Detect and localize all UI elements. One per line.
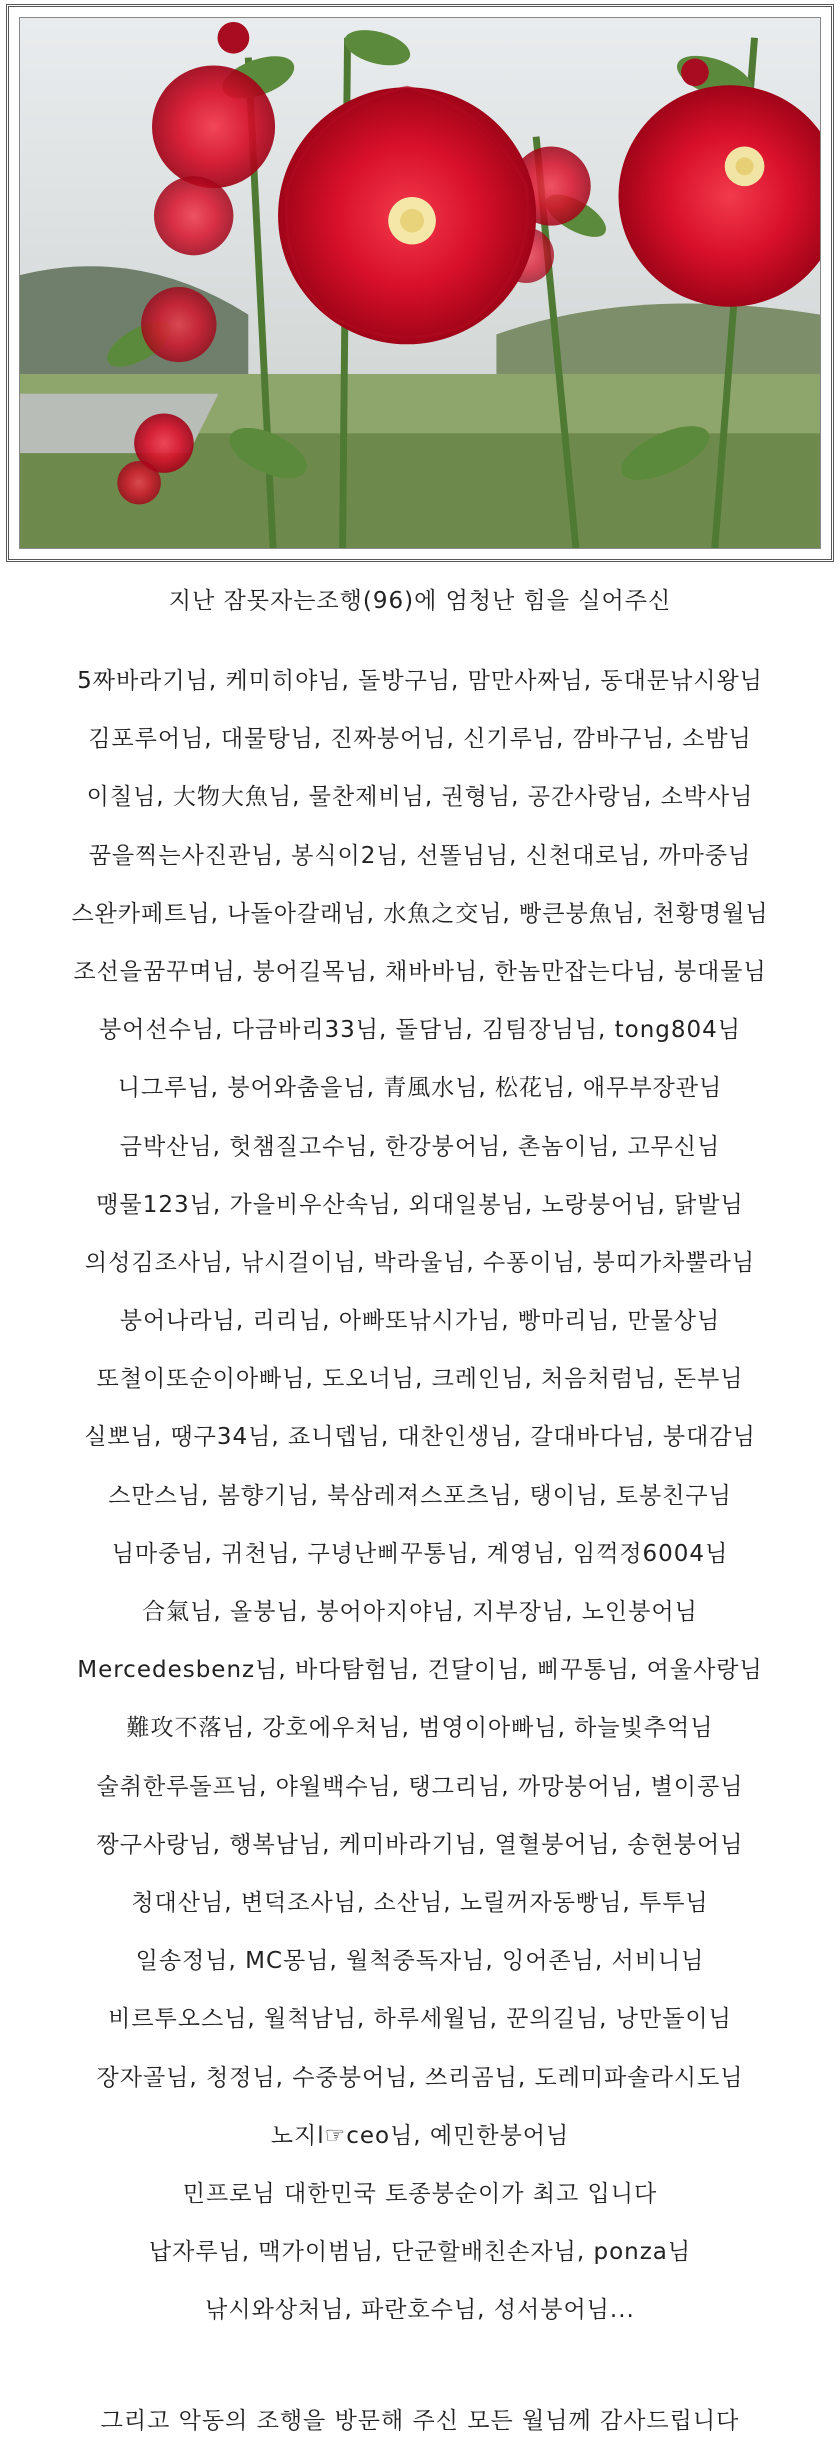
names-line: 꿈을찍는사진관님, 봉식이2님, 선똘님님, 신천대로님, 까마중님 [88, 842, 752, 869]
names-line: 스만스님, 봄향기님, 북삼레져스포츠님, 탱이님, 토봉친구님 [108, 1482, 732, 1509]
names-line: 難攻不落님, 강호에우처님, 범영이아빠님, 하늘빛추억님 [126, 1715, 714, 1742]
names-line: 비르투오스님, 월척남님, 하루세월님, 꾼의길님, 낭만돌이님 [108, 2006, 732, 2033]
closing-text: 그리고 악동의 조행을 방문해 주신 모든 월님께 감사드립니다 [100, 2408, 740, 2434]
names-line: Mercedesbenz님, 바다탐험님, 건달이님, 삐꾸통님, 여울사랑님 [77, 1657, 763, 1684]
names-line: 의성김조사님, 낚시걸이님, 박라울님, 수퐁이님, 붕띠가차뿔라님 [84, 1249, 756, 1276]
names-line: 실뽀님, 땡구34님, 죠니뎁님, 대찬인생님, 갈대바다님, 붕대감님 [84, 1424, 756, 1451]
names-line: 님마중님, 귀천님, 구녕난삐꾸통님, 계영님, 임꺽정6004님 [111, 1540, 729, 1567]
names-line: 이칠님, 大物大魚님, 물찬제비님, 권형님, 공간사랑님, 소박사님 [86, 784, 754, 811]
names-line: 청대산님, 변덕조사님, 소산님, 노릴꺼자동빵님, 투투님 [131, 1889, 709, 1916]
names-line: 김포루어님, 대물탕님, 진짜붕어님, 신기루님, 깜바구님, 소밤님 [88, 726, 752, 753]
names-line: 금박산님, 헛챔질고수님, 한강붕어님, 촌놈이님, 고무신님 [119, 1133, 721, 1160]
names-list [0, 652, 840, 2339]
intro-text: 지난 잠못자는조행(96)에 엄청난 힘을 실어주신 [168, 588, 672, 614]
names-line: 짱구사랑님, 행복남님, 케미바라기님, 열혈붕어님, 송현붕어님 [96, 1831, 744, 1858]
names-line: 술취한루돌프님, 야월백수님, 탱그리님, 까망붕어님, 별이콩님 [96, 1773, 744, 1800]
names-line: 또철이또순이아빠님, 도오너님, 크레인님, 처음처럼님, 돈부님 [96, 1366, 744, 1393]
names-line: 노지l☞ceo님, 예민한붕어님 [270, 2122, 570, 2149]
names-line: 合氣님, 올붕님, 붕어아지야님, 지부장님, 노인붕어님 [142, 1599, 698, 1625]
names-line: 민프로님 대한민국 토종붕순이가 최고 입니다 [182, 2180, 658, 2207]
names-line: 조선을꿈꾸며님, 붕어길목님, 채바바님, 한놈만잡는다님, 붕대물님 [73, 958, 767, 985]
names-line: 낚시와상처님, 파란호수님, 성서붕어님... [205, 2297, 635, 2324]
names-line: 스완카페트님, 나돌아갈래님, 水魚之交님, 빵큰붕魚님, 천황명월님 [71, 900, 769, 927]
photo-container [19, 17, 821, 549]
main-flower [278, 87, 536, 344]
names-line: 일송정님, MC몽님, 월척중독자님, 잉어존님, 서비니님 [135, 1948, 705, 1975]
names-line: 5짜바라기님, 케미히야님, 돌방구님, 맘만사짜님, 동대문낚시왕님 [77, 668, 763, 694]
names-line: 납자루님, 맥가이범님, 단군할배친손자님, ponza님 [148, 2239, 692, 2266]
names-line: 붕어선수님, 다금바리33님, 돌담님, 김팀장님님, tong804님 [98, 1017, 742, 1044]
names-line: 맹물123님, 가을비우산속님, 외대일봉님, 노랑붕어님, 닭발님 [96, 1191, 744, 1218]
names-line: 붕어나라님, 리리님, 아빠또낚시가님, 빵마리님, 만물상님 [119, 1308, 721, 1335]
names-line: 장자골님, 청정님, 수중붕어님, 쓰리곰님, 도레미파솔라시도님 [96, 2064, 744, 2091]
hollyhock-photo [20, 18, 820, 548]
names-line: 니그루님, 붕어와춤을님, 青風水님, 松花님, 애무부장관님 [117, 1075, 723, 1102]
photo-frame [6, 4, 834, 562]
